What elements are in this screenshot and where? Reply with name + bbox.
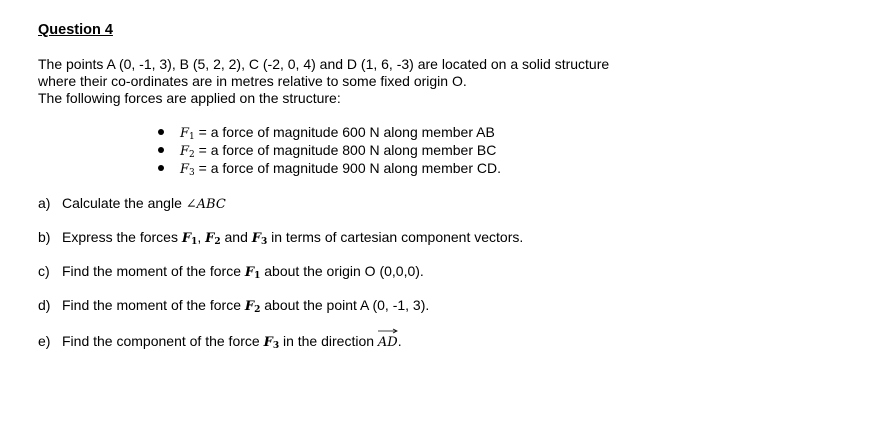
force-item-3 <box>158 160 501 182</box>
force-symbol: $F_3$ <box>251 231 268 247</box>
force-description: = a force of magnitude 600 N along member AB <box>198 124 495 140</box>
force-symbol: $F_2$ <box>205 231 221 247</box>
question-c <box>38 263 424 285</box>
force-symbol: $F_1$ <box>181 231 198 247</box>
question-label: e) <box>38 333 51 349</box>
question-text: in the direction <box>282 333 375 349</box>
bullet-icon <box>158 165 164 171</box>
question-text: Find the moment of the force <box>62 297 241 313</box>
question-d <box>38 297 429 319</box>
vector-arrow-icon <box>378 328 398 334</box>
force-symbol: $F_1$ <box>180 126 195 142</box>
question-b <box>38 229 523 251</box>
force-symbol: $F_2$ <box>180 144 195 160</box>
intro-line-3: The following forces are applied on the structure: <box>38 90 341 106</box>
intro-line-1: The points A (0, -1, 3), B (5, 2, 2), C (-2, 0, 4) and D (1, 6, -3) are located on a solid structure <box>38 56 610 72</box>
question-label: a) <box>38 195 51 211</box>
force-symbol: $F_1$ <box>244 265 261 281</box>
question-text: Express the forces <box>62 229 178 245</box>
question-text: Find the component of the force <box>62 333 260 349</box>
question-label: d) <box>38 297 51 313</box>
question-a <box>38 195 226 213</box>
force-description: = a force of magnitude 800 N along member BC <box>198 142 497 158</box>
question-text: in terms of cartesian component vectors. <box>271 229 524 245</box>
conjunction: and <box>224 229 248 245</box>
bullet-icon <box>158 129 164 135</box>
intro-line-2: where their co-ordinates are in metres relative to some fixed origin O. <box>38 73 467 89</box>
question-e <box>38 333 402 355</box>
period: . <box>397 333 402 349</box>
bullet-icon <box>158 147 164 153</box>
vector-ad: AD <box>378 334 398 351</box>
question-text: about the origin O (0,0,0). <box>264 263 424 279</box>
force-description: = a force of magnitude 900 N along member CD. <box>198 160 501 176</box>
angle-symbol: ∠ABC <box>185 197 226 212</box>
question-label: b) <box>38 229 51 245</box>
force-symbol: $F_2$ <box>244 299 261 315</box>
comma: , <box>197 229 202 245</box>
question-text: Find the moment of the force <box>62 263 241 279</box>
question-label: c) <box>38 263 50 279</box>
question-text: Calculate the angle <box>62 195 182 211</box>
question-text: about the point A (0, -1, 3). <box>264 297 430 313</box>
force-symbol: $F_3$ <box>263 335 280 351</box>
question-title: Question 4 <box>38 22 113 38</box>
force-symbol: $F_3$ <box>180 162 195 178</box>
